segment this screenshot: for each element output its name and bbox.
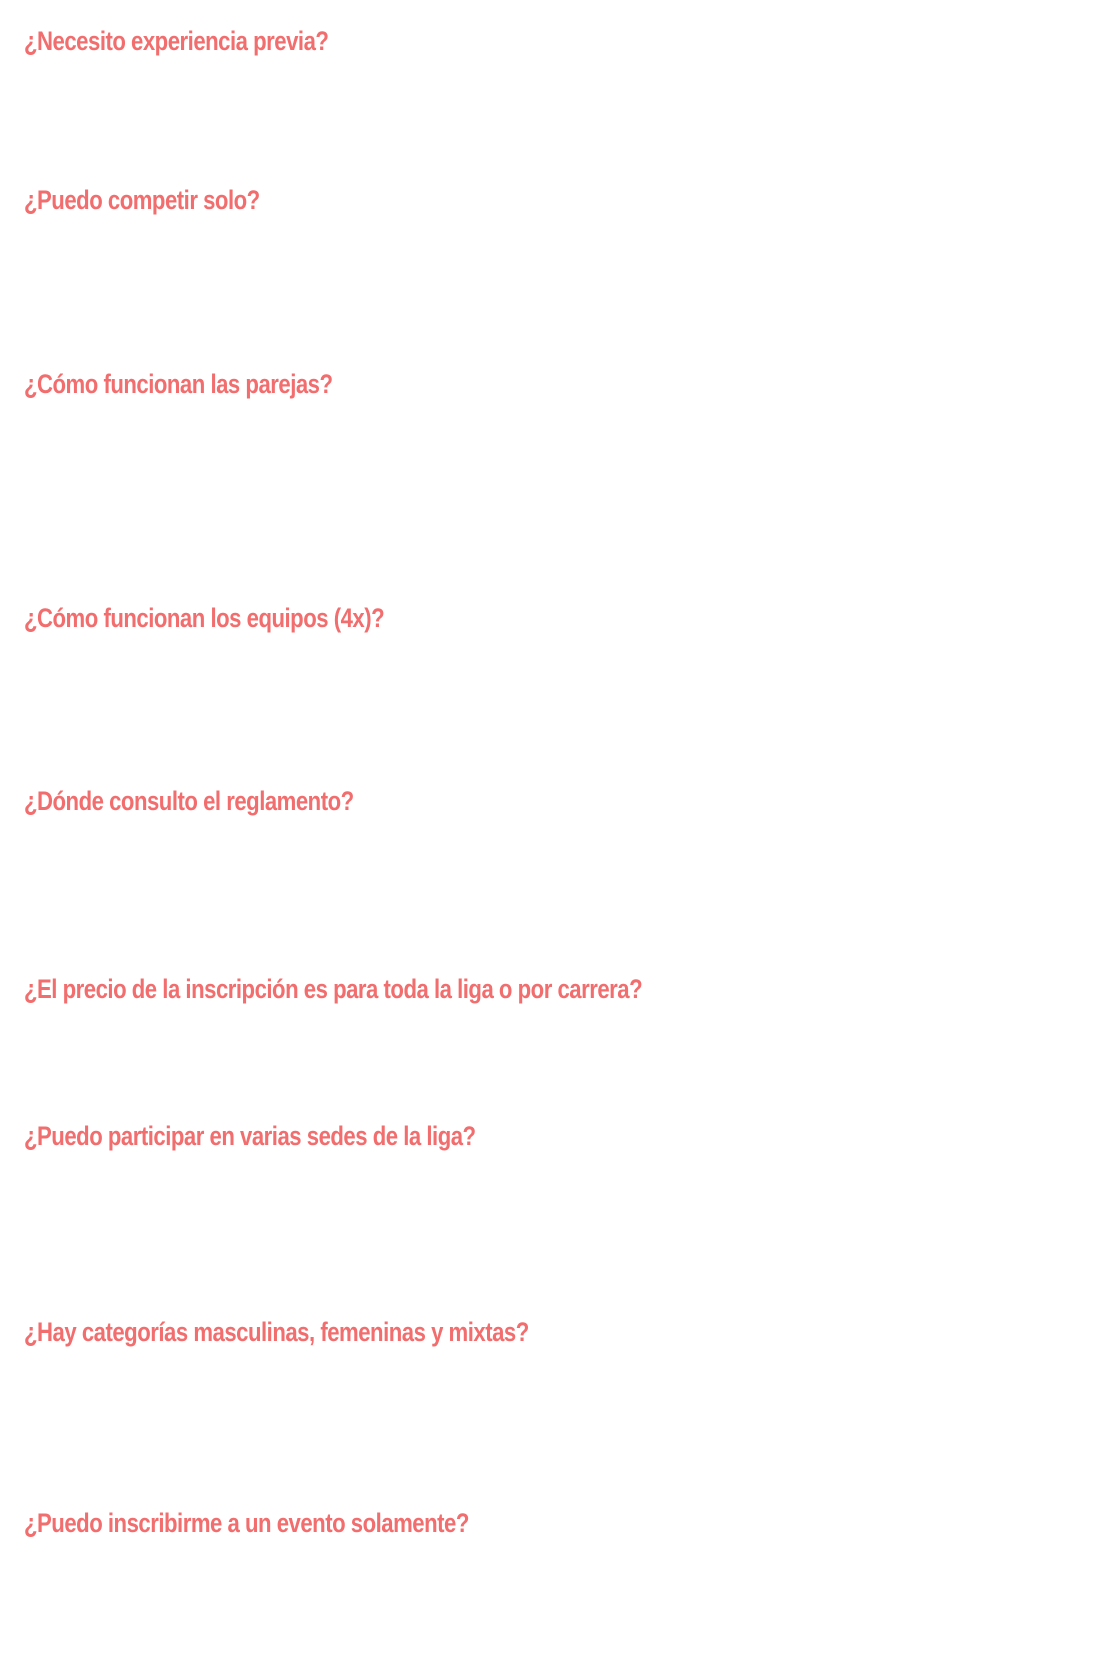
faq-question-price[interactable]: ¿El precio de la inscripción es para toda la liga o por carrera? — [24, 974, 643, 1004]
faq-question-teams[interactable]: ¿Cómo funcionan los equipos (4x)? — [24, 603, 385, 633]
faq-question-single-event[interactable]: ¿Puedo inscribirme a un evento solamente? — [24, 1508, 469, 1538]
faq-question-compete-solo[interactable]: ¿Puedo competir solo? — [24, 185, 260, 215]
faq-question-pairs[interactable]: ¿Cómo funcionan las parejas? — [24, 369, 333, 399]
faq-question-categories[interactable]: ¿Hay categorías masculinas, femeninas y mixtas? — [24, 1317, 529, 1347]
faq-question-experience[interactable]: ¿Necesito experiencia previa? — [24, 26, 329, 56]
faq-question-rules[interactable]: ¿Dónde consulto el reglamento? — [24, 786, 354, 816]
faq-question-multiple-venues[interactable]: ¿Puedo participar en varias sedes de la liga? — [24, 1121, 476, 1151]
